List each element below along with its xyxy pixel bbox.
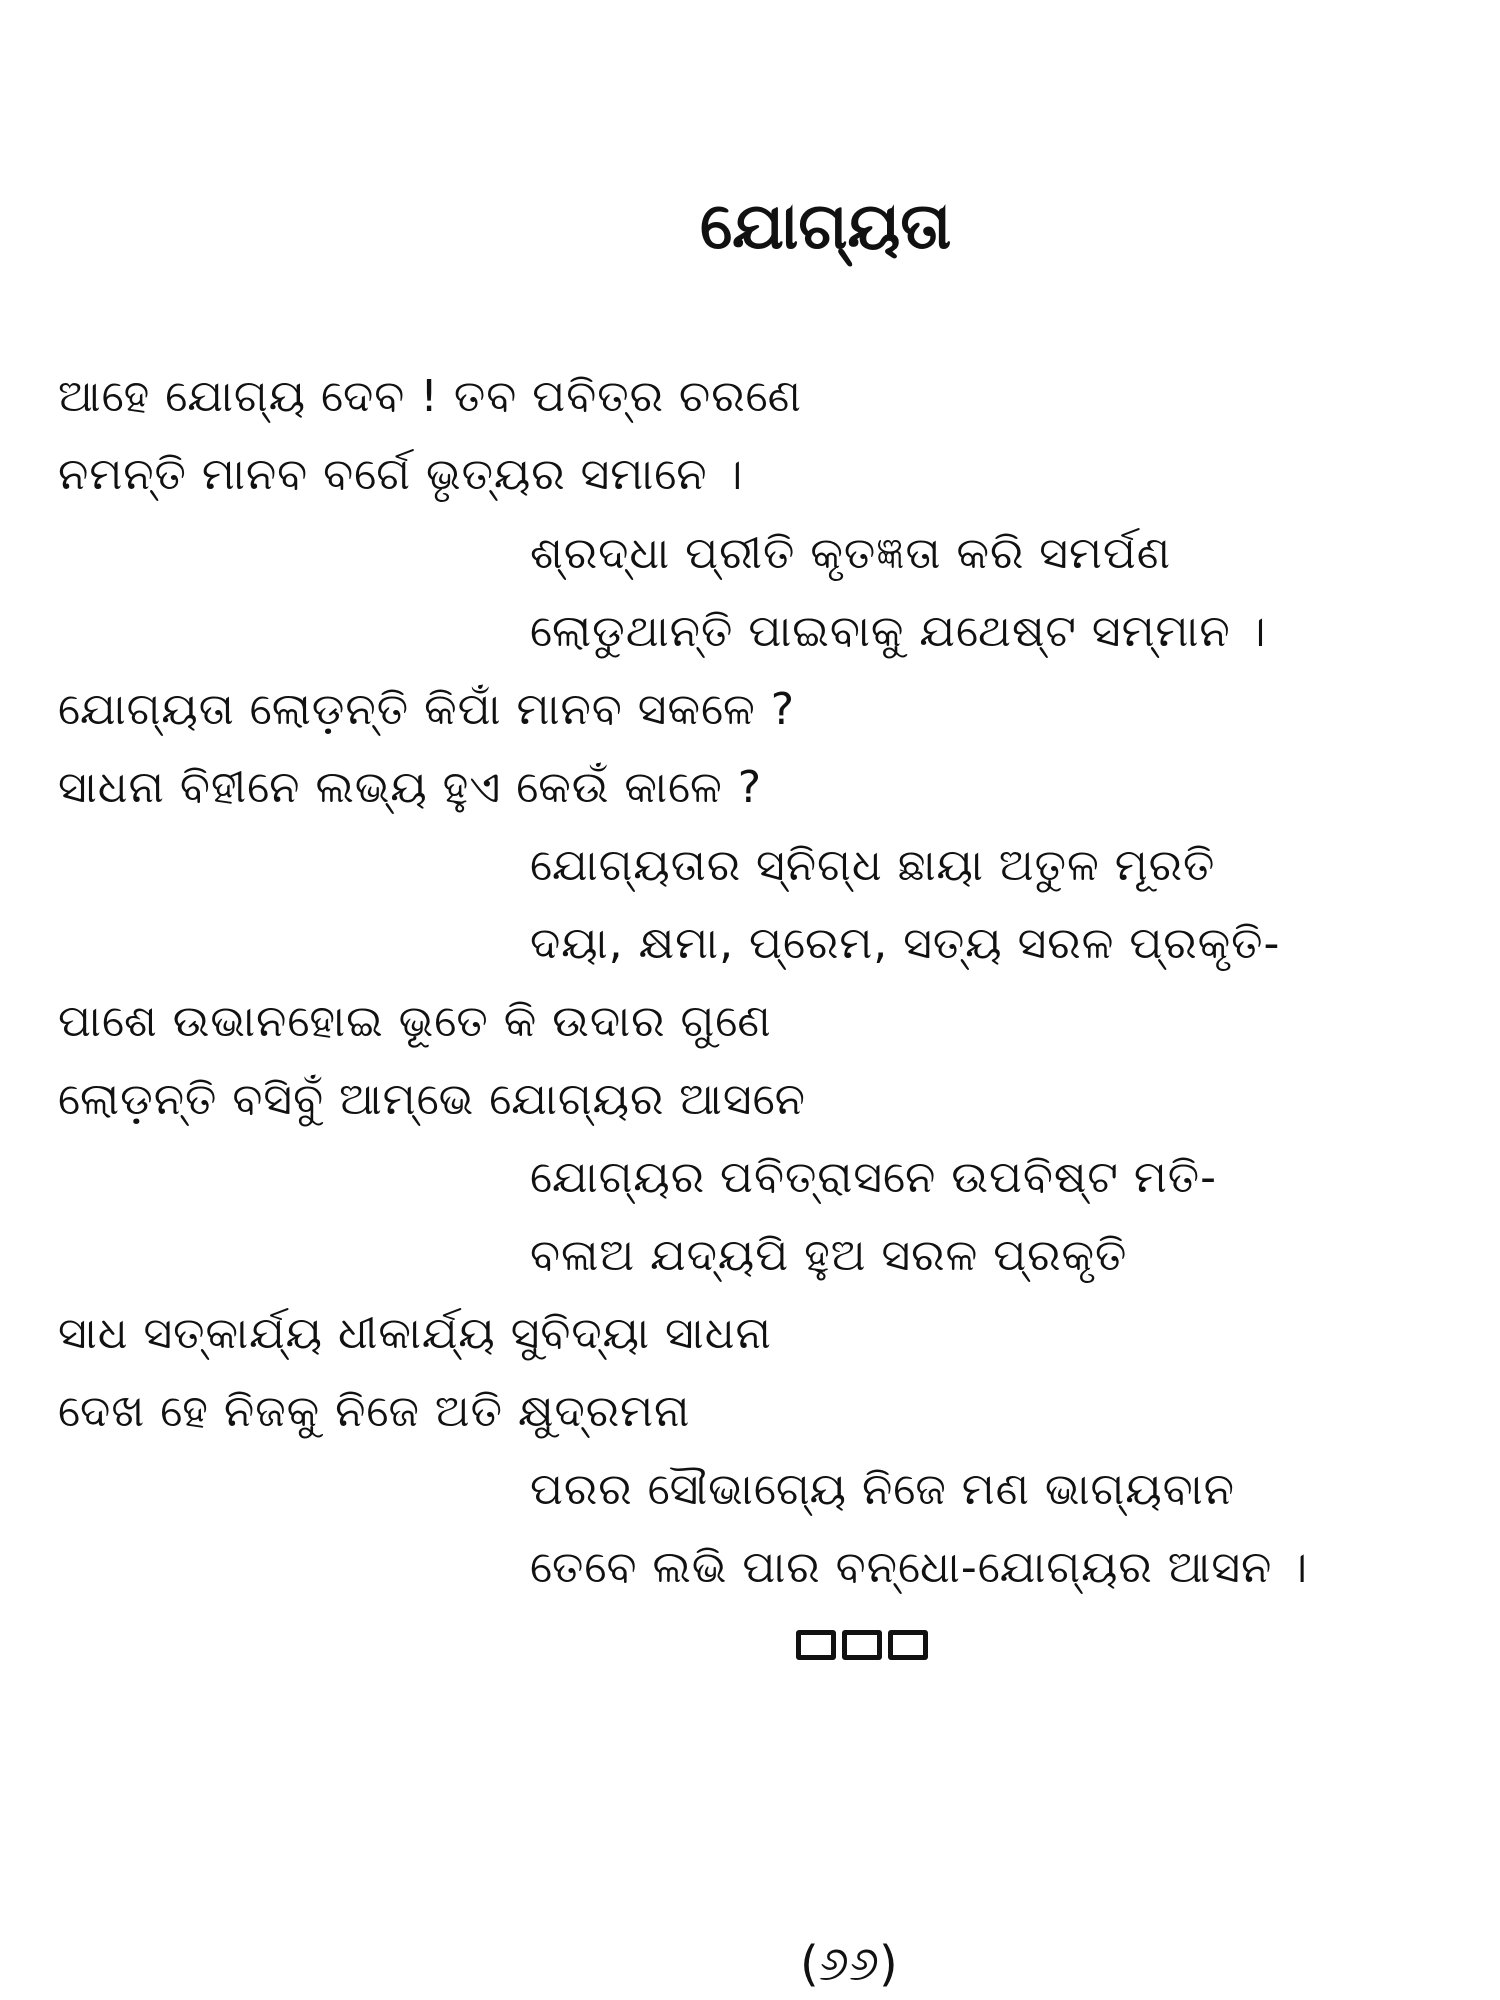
poem-line: ସାଧ ସତ୍କାର୍ଯ୍ୟ ଧୀକାର୍ଯ୍ୟ ସୁବିଦ୍ୟା ସାଧନା (58, 1308, 772, 1359)
poem-line: ଯୋଗ୍ୟତା ଲୋଡ଼ନ୍ତି କିପାଁ ମାନବ ସକଳେ ? (58, 684, 796, 735)
poem-line: ଦୟା, କ୍ଷମା, ପ୍ରେମ, ସତ୍ୟ ସରଳ ପ୍ରକୃତି- (530, 918, 1281, 969)
end-mark (796, 1630, 928, 1660)
poem-line: ଯୋଗ୍ୟର ପବିତ୍ରାସନେ ଉପବିଷ୍ଟ ମତି- (530, 1152, 1218, 1203)
end-mark-box-icon (842, 1630, 882, 1660)
poem-line: ଦେଖ ହେ ନିଜକୁ ନିଜେ ଅତି କ୍ଷୁଦ୍ରମନା (58, 1386, 691, 1437)
poem-line: ଯୋଗ୍ୟତାର ସ୍ନିଗ୍ଧ ଛାୟା ଅତୁଳ ମୂରତି (530, 840, 1216, 891)
poem-line: ନମନ୍ତି ମାନବ ବର୍ଗେ ଭୃତ୍ୟର ସମାନେ । (58, 449, 744, 500)
poem-line: ଲୋଡ଼ନ୍ତି ବସିବୁଁ ଆମ୍ଭେ ଯୋଗ୍ୟର ଆସନେ (58, 1074, 806, 1125)
end-mark-box-icon (888, 1630, 928, 1660)
poem-line: ଶ୍ରଦ୍ଧା ପ୍ରୀତି କୃତଜ୍ଞତା କରି ସମର୍ପଣ (530, 528, 1172, 579)
poem-line: ଆହେ ଯୋଗ୍ୟ ଦେବ ! ତବ ପବିତ୍ର ଚରଣେ (58, 371, 802, 422)
poem-line: ତେବେ ଲଭି ପାର ବନ୍ଧୋ-ଯୋଗ୍ୟର ଆସନ । (530, 1542, 1309, 1593)
end-mark-box-icon (796, 1630, 836, 1660)
page-title: ଯୋଗ୍ୟତା (700, 190, 952, 264)
poem-line: ବଳାଅ ଯଦ୍ୟପି ହୁଅ ସରଳ ପ୍ରକୃତି (530, 1230, 1128, 1281)
poem-line: ଲୋଡୁଥାନ୍ତି ପାଇବାକୁ ଯଥେଷ୍ଟ ସମ୍ମାନ । (530, 606, 1267, 657)
poem-line: ସାଧନା ବିହୀନେ ଲଭ୍ୟ ହୁଏ କେଉଁ କାଳେ ? (58, 762, 763, 813)
page-number: (୬୬) (800, 1936, 898, 1992)
poem-line: ପାଶେ ଉଭାନହୋଇ ଭୂତେ କି ଉଦାର ଗୁଣେ (58, 996, 772, 1047)
poem-line: ପରର ସୌଭାଗ୍ୟେ ନିଜେ ମଣ ଭାଗ୍ୟବାନ (530, 1464, 1235, 1515)
